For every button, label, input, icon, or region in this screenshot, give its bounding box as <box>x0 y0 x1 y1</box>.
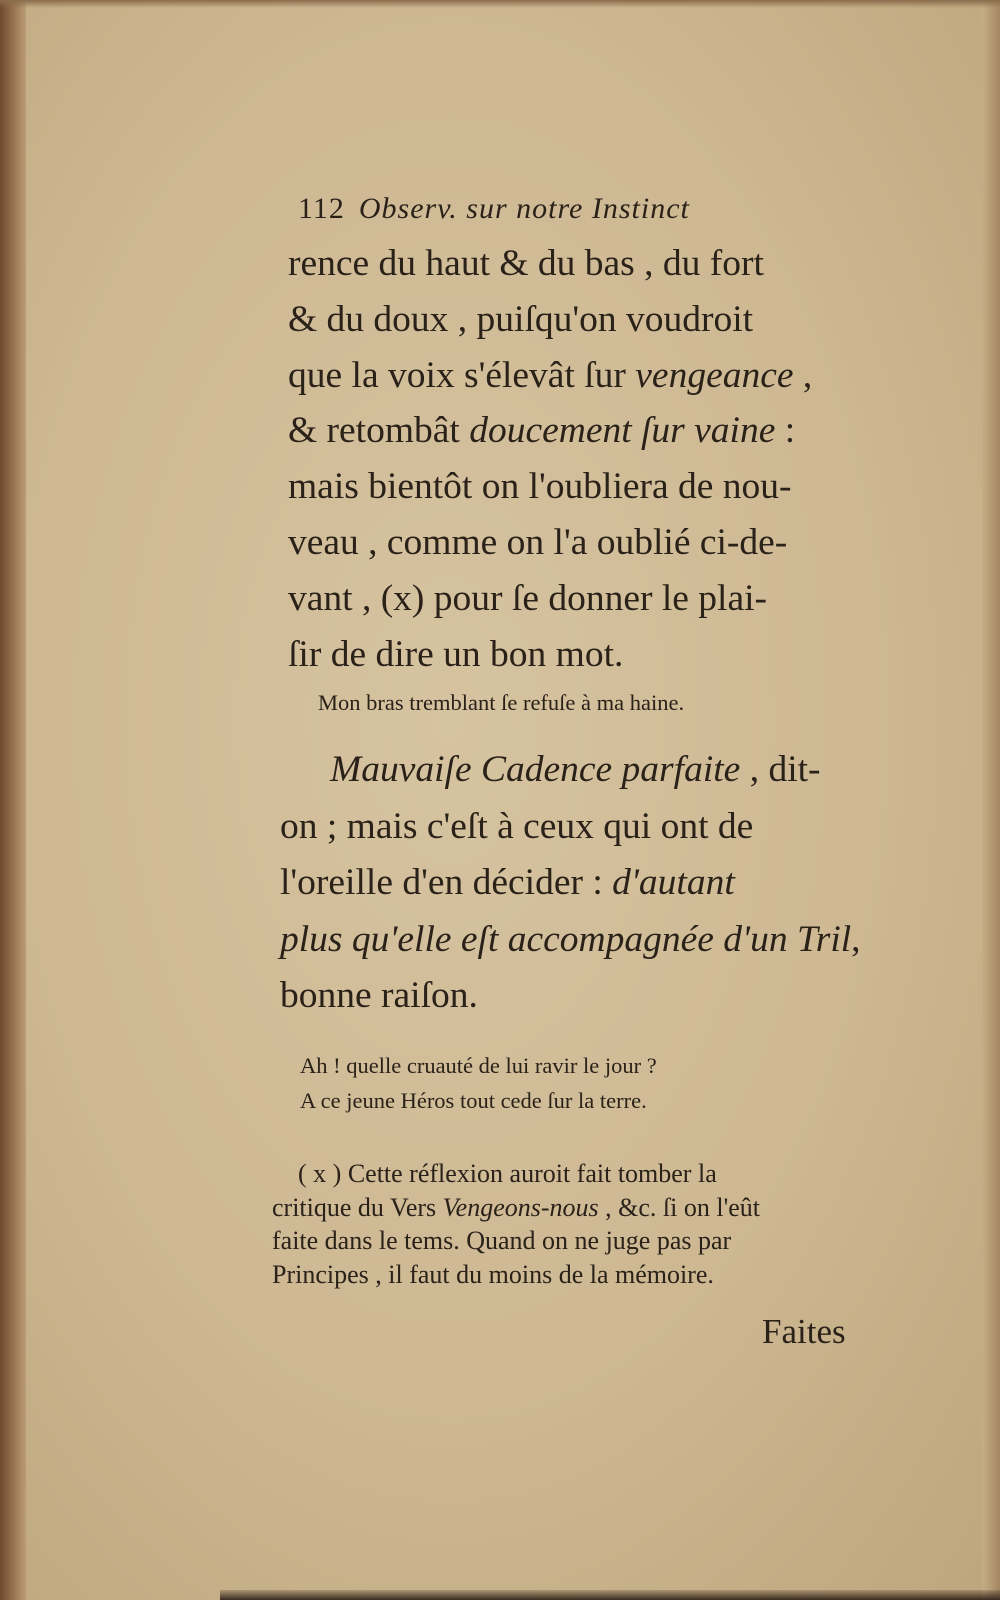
running-header <box>298 192 898 226</box>
italic-term: Mauvaiſe Cadence parfaite <box>330 749 741 790</box>
verse-quotation: Mon bras tremblant ſe refuſe à ma haine. <box>318 690 685 715</box>
running-title: Observ. sur notre Instinct <box>358 192 690 225</box>
text-line: l'oreille d'en décider : d'autant <box>280 862 735 903</box>
text-line: veau , comme on l'a oublié ci-de- <box>288 521 788 563</box>
verse-line: Ah ! quelle cruauté de lui ravir le jour ? <box>300 1053 657 1078</box>
book-spine-edge <box>0 0 26 1600</box>
text-line: & retombât doucement ſur vaine : <box>288 410 796 452</box>
italic-term: d'autant <box>612 862 735 903</box>
footnote <box>272 1157 892 1291</box>
text-line: mais bientôt on l'oubliera de nou- <box>288 466 792 508</box>
verse-line: A ce jeune Héros tout cede ſur la terre. <box>300 1088 647 1113</box>
footnote-line: critique du Vers Vengeons-nous , &c. ſi on l'eût <box>272 1192 761 1222</box>
text-line: & du doux , puiſqu'on voudroit <box>288 298 754 340</box>
footnote-line: ( x ) Cette réflexion auroit fait tomber la <box>298 1159 717 1188</box>
text-line: ſir de dire un bon mot. <box>288 633 624 675</box>
text-line: Mauvaiſe Cadence parfaite , dit- <box>330 749 821 790</box>
text-line: on ; mais c'eſt à ceux qui ont de <box>280 805 754 847</box>
paragraph-1 <box>288 236 900 682</box>
catchword: Faites <box>762 1312 846 1351</box>
footnote-line: Principes , il faut du moins de la mémoire. <box>272 1259 714 1289</box>
text-line: rence du haut & du bas , du fort <box>288 243 764 284</box>
italic-term: Vengeons-nous <box>442 1192 599 1222</box>
italic-term: vengeance <box>635 354 794 396</box>
text-line: plus qu'elle eſt accompagnée d'un Tril, <box>280 918 861 960</box>
italic-term: doucement ſur vaine <box>469 410 776 452</box>
page-top-edge <box>0 0 1000 8</box>
verse-quotation-2 <box>300 1048 657 1118</box>
page-right-edge <box>982 0 1000 1600</box>
text-line: bonne raiſon. <box>280 975 478 1016</box>
italic-term: plus qu'elle eſt accompagnée d'un Tril <box>280 918 852 960</box>
text-line: que la voix s'élevât ſur vengeance , <box>288 354 813 396</box>
page-bottom-shadow <box>220 1590 1000 1600</box>
footnote-line: faite dans le tems. Quand on ne juge pas par <box>272 1226 732 1255</box>
text-line: vant , (x) pour ſe donner le plai- <box>288 577 768 619</box>
page-number: 112 <box>298 192 345 225</box>
paragraph-2 <box>280 742 900 1025</box>
